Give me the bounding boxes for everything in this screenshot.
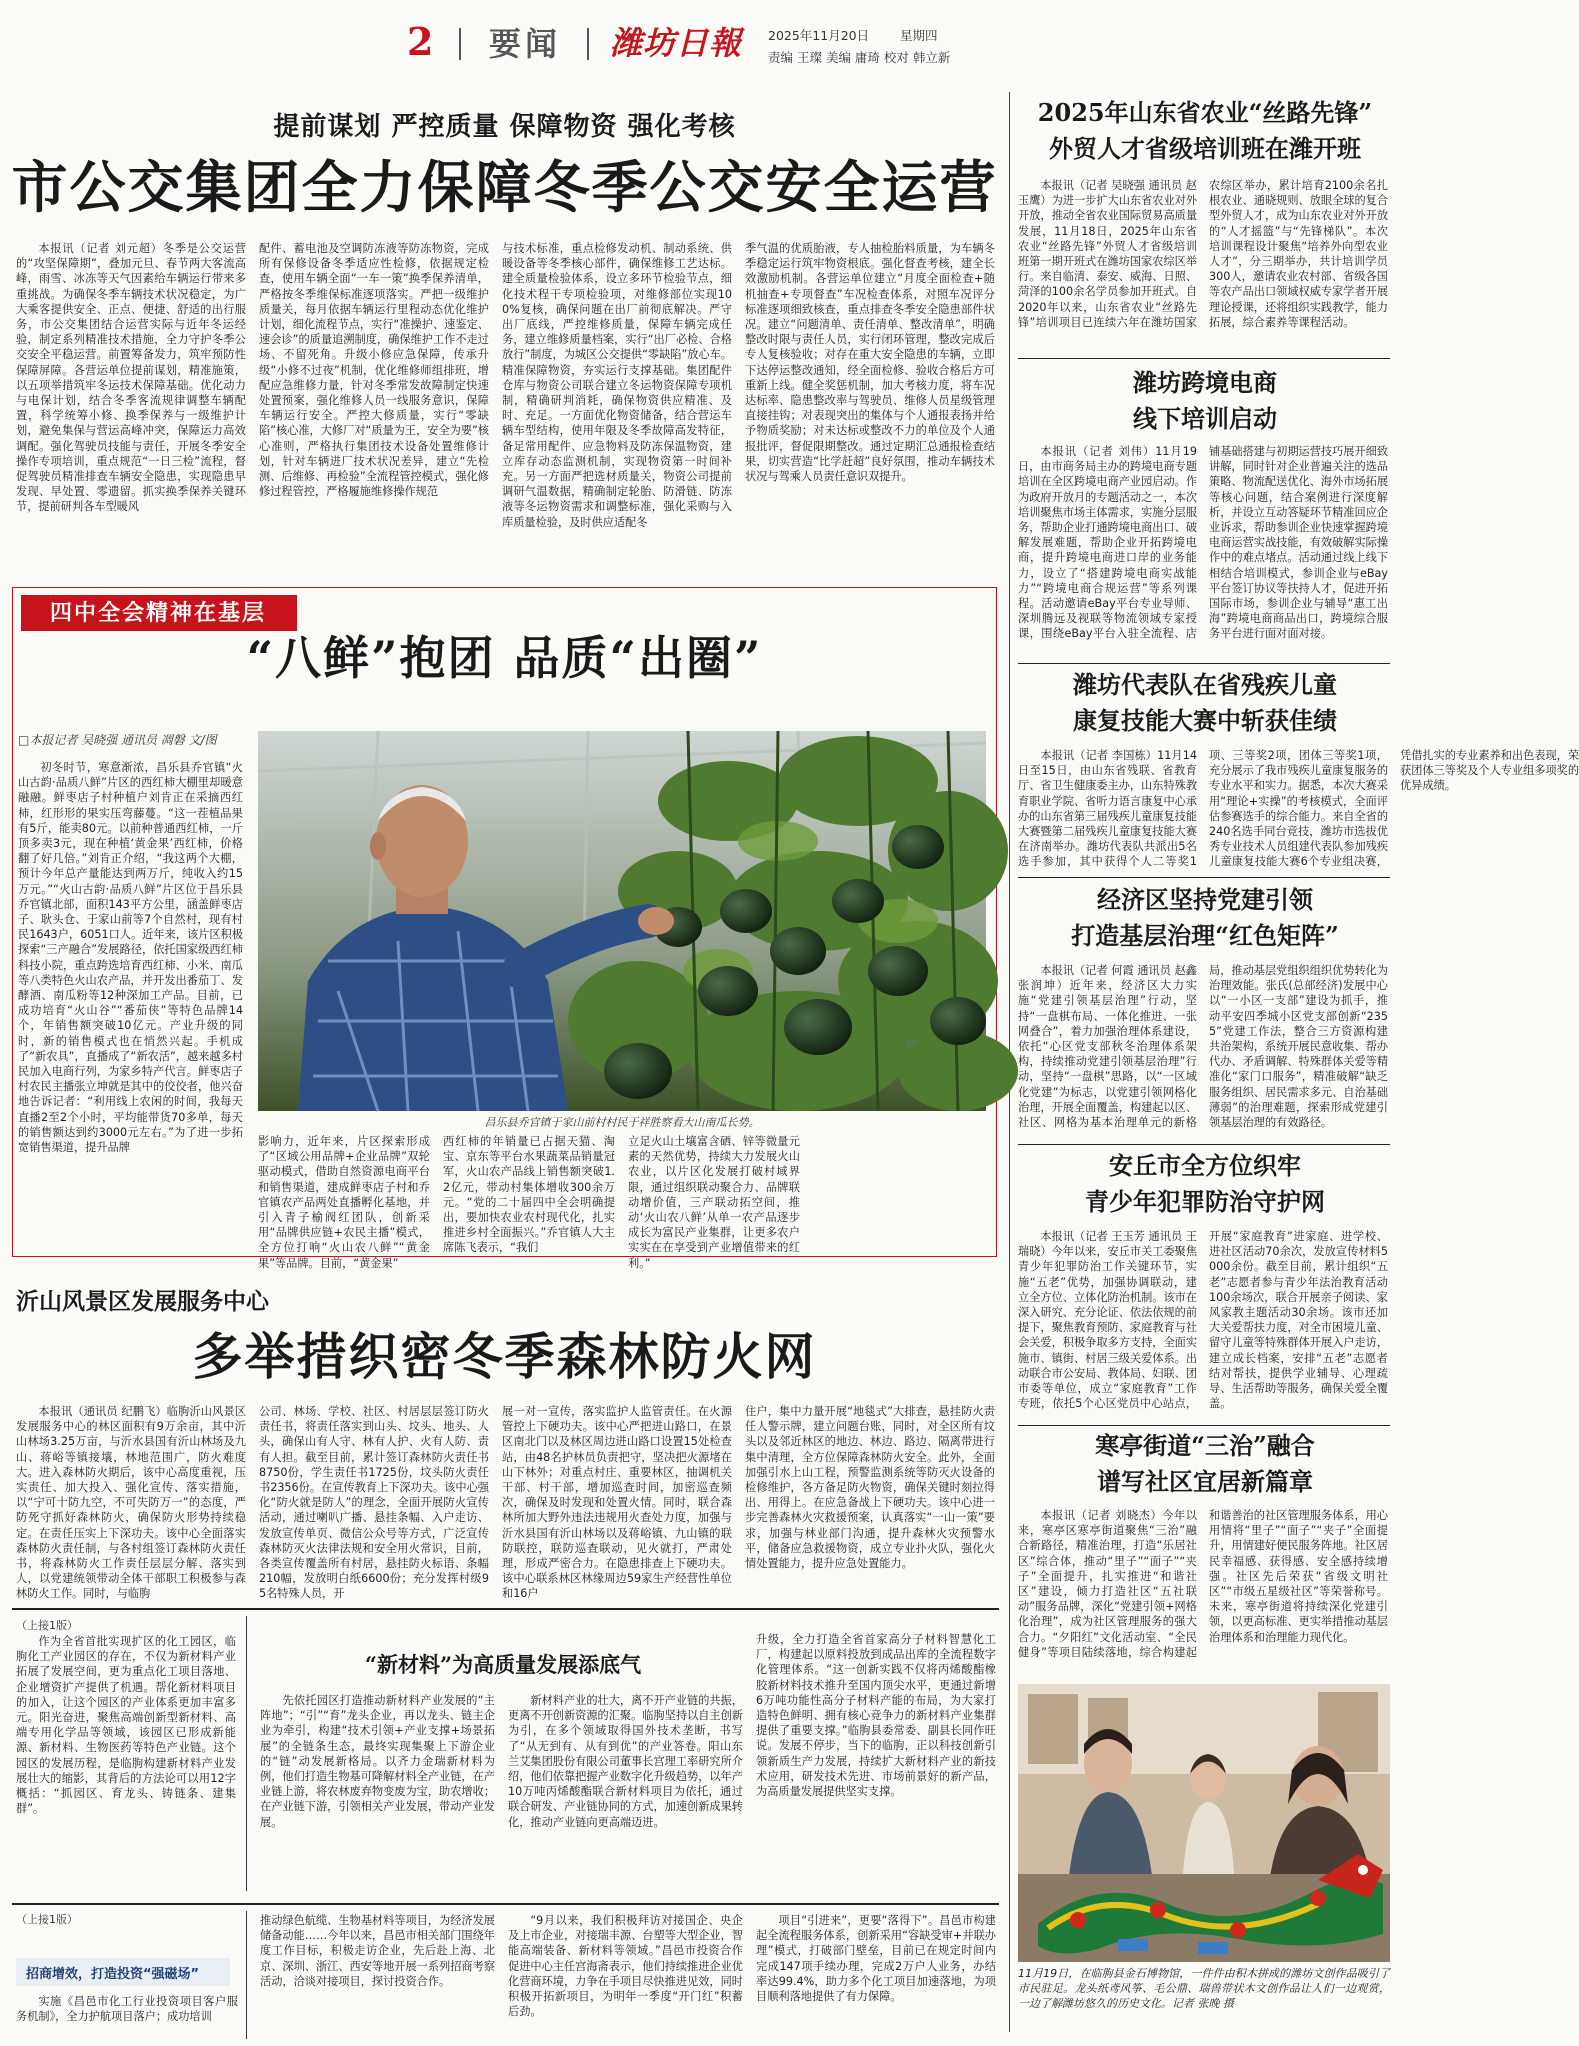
silk-body: 本报讯（记者 吴晓强 通讯员 赵玉鹰）为进一步扩大山东省农业对外开放，推动全省农业国际贸易高质量发展，11月18日，2025年山东省农业“丝路先锋”外贸人才省级培训班第一期开班式在潍坊国家农综区举行。来自临清、泰安、威海、日照、菏泽的100余名学员参加开班式。自2020年以来，山东省农业“丝路先锋”培训项目已连续六年在潍坊国家农综区举办，累计培育2100余名扎根农业、通晓规则、放眼全球的复合型外贸人才，成为山东农业对外开放的“人才摇篮”与“先锋梯队”。本次培训课程设计聚焦“培养外向型农业人才”，分三期举办，共计培训学员300人，邀请农业农村部、省级各国等农产品出口领域权威专家学者开展理论授课，还将组织实践教学，能力拓展，综合素养等课程活动。 (1018, 179, 1389, 329)
lead-column: 季气温的优质胎液，专人抽检胎料质量，为车辆冬季稳定运行筑牢物资根底。强化督查考核，建全长效激励机制。各营运单位建立“月度全面检查+随机抽查+专项督查”车况检查体系，对照车况评分标准逐项细致核查，重点排查冬季安全隐患部件状况。建立“问题清单、责任清单、整改清单”，明确整改时限与责任人员，实行闭环管理，整改完成后专人复核验收；对存在重大安全隐患的车辆，立即下达停运整改通知，经全面检修、验收合格后方可重新上线。健全奖惩机制，加大考核力度，将车况达标率、隐患整改率与驾驶员、维修人员星级管理直接挂钩；对表现突出的集体与个人通报表扬并给予物质奖励；对未达标或整改不力的单位及个人通报批评，督促限期整改。通过定期汇总通报检查结果，切实营造“比学赶超”良好氛围，推动车辆技术状况与驾乘人员责任意识双提升。 (745, 242, 995, 484)
section-rule (1018, 663, 1390, 664)
column-rule (246, 1616, 247, 1891)
feature-column: 立足火山土壤富含硒、锌等微量元素的天然优势，持续大力发展火山农业，以片区化发展打破村域界限，通过组织联动聚合力、品牌联动增价值，三产联动拓空间，推动‘火山农八鲜’从单一农产品逐步成长为富民产业集群，让更多农户实实在在享受到产业增值带来的红利。” (628, 1135, 800, 1270)
lego-photo-caption: 11月19日，在临朐县金石博物馆，一件件由积木拼成的潍坊文创作品吸引了市民驻足。龙头纸鸢风筝、毛公鼎、瑞兽带状木文创作品让人们一边观赏，一边了解潍坊悠久的历史文化。记者 张晚 摄 (1018, 1967, 1390, 2010)
community-headline: 寒亭街道“三治”融合 (1095, 1431, 1315, 1460)
masthead-divider-2 (587, 28, 589, 60)
lead-column: 与技术标准，重点检修发动机、制动系统、供暖设备等冬季核心部件，确保维修工艺达标。建全质量检验体系，设立多环节检验节点，细化技术程干专项检验项，对维修部位实现100%复核，确保问题在出厂前彻底解决。严守出厂底线，严控维修质量，保障车辆完成任务，建立维修质量档案，实行“出厂必检、合格放行”制度，为城区公交提供“零缺陷”放心车。精准保障物资，夯实运行支撑基础。集团配件仓库与物资公司联合建立冬运物资保障专项机制，精确研判消耗，确保物资供应精准、及时、充足。一方面优化物资储备，结合营运车辆车型结构，使用年限及冬季故障高发特征，备足常用配件、应急物料及防冻保温物资，建立库存动态监测机制，实现物资第一时间补充。另一方面严把选材质量关，物资公司提前调研气温数据，精确制定轮胎、防滑链、防冻液等冬运物资需求和调整标准，强化采购与入库质量检验，及时供应适配冬 (502, 242, 732, 529)
farmer-photo (258, 731, 986, 1111)
fire-column: 展一对一宣传，落实监护人监管责任。在火源管控上下硬功夫。该中心严把进山路口，在景区南北门以及林区周边进山路口设置15处检查站，由48名护林员负责把守，坚决把火源堵在山下林外；对重点村庄、重要林区，抽调机关干部、村干部，增加巡查时间，加密巡查频次，确保及时发现和处置火情。同时，联合森林所加大野外违法违规用火查处力度，加强与沂水县国有沂山林场以及蒋峪镇、九山镇的联防联控，联防巡查联动，见火就打，严肃处理，形成严密合力。在隐患排查上下硬功夫。该中心联系林区林缘周边59家生产经营性单位和16户 (502, 1405, 732, 1601)
youth-headline-2: 青少年犯罪防治守护网 (1085, 1187, 1325, 1216)
lead-kicker: 提前谋划 严控质量 保障物资 强化考核 (273, 112, 736, 142)
material-column: 新材料产业的壮大，离不开产业链的共振，更离不开创新资源的汇聚。临朐坚持以自主创新为引，在多个领域取得国外技术垄断，书写了“从无到有、从有到优”的产业答卷。阳山东兰艾集团股份有限公司董事长宫理工率研究所介绍，他们依靠把握产业数字化升级趋势，以年产10万吨丙烯酸酯联合新材料项目为依托，通过联合研发、产业链协同的方式，加速创新成果转化，推动产业链向更高端迈进。 (508, 1694, 743, 1829)
strip-column: 推动绿色航缆、生物基材料等项目，为经济发展储备动能……今年以来，昌邑市相关部门围绕年度工作目标，积极走访企业，先后赴上海、北京、深圳、浙江、西安等地开展一系列招商考察活动，洽谈对接项目，探讨投资合作。 (260, 1914, 495, 1988)
party-body: 本报讯（记者 何霞 通讯员 赵鑫 张润坤）近年来，经济区大力实施“党建引领基层治理”行动，坚持“一盘棋布局、一体化推进、一张网叠合”，着力加强治理体系建设，依托“心区党支部秋冬治理体系架构，持续推动党建引领基层治理”行动，坚持“一盘棋”思路，以“一区域化党建”为标志，以党建引领网格化治理，开展全面覆盖，构建起以区、社区、网格为基本治理单元的新格局，推动基层党组织组织优势转化为治理效能。张氏(总部经济)发展中心以“一小区一支部”建设为抓手，推动平安四季城小区党支部创新“2355”党建工作法，整合三方资源构建共治架构，系统开展民意收集、帮办代办、矛盾调解、特殊群体关爱等精准化“家门口服务”，精准破解“缺乏服务组织、居民需求多元、自治基础薄弱”的治理难题，探索形成党建引领基层治理的有效路径。 (1018, 964, 1389, 1130)
masthead (0, 0, 1401, 72)
strip-column: 实施《昌邑市化工行业投资项目客户服务机制》，全力护航项目落户；成功培训 (16, 1995, 238, 2024)
section-rule (1018, 877, 1390, 878)
issue-date: 2025年11月20日 (768, 28, 870, 43)
section-label: 要闻 (489, 25, 562, 63)
ecommerce-body: 本报讯（记者 刘伟）11月19日，由市商务局主办的跨境电商专题培训在全区跨境电商产业园启动。作为政府开放月的专题活动之一，本次培训聚焦市场主体需求，实施分层服务，帮助企业打通跨境电商出口、破解发展难题，帮助企业开拓跨境电商，提升跨境电商进口岸的业务能力，设立了“搭建跨境电商实战能力”“跨境电商合规运营”等系列课程。活动邀请eBay平台专业导师、深圳腾远及视联等物流领域专家授课，围绕eBay平台入驻全流程、店铺基础搭建与初期运营技巧展开细致讲解，同时针对企业普遍关注的选品策略、物流配送优化、海外市场拓展等核心问题，结合案例进行深度解析，并设立互动答疑环节精准回应企业诉求，帮助参训企业快速掌握跨境电商运营实战技能，有效破解实际操作中的难点堵点。活动通过线上线下相结合培训模式，参训企业与eBay平台签订协议等扶持人才，促进开拓国际市场，参训企业与辅导“惠工出海”跨境电商商品出口，跨境综合服务平台进行面对面对接。 (1018, 445, 1389, 641)
strip-column: “9月以来，我们积极拜访对接国企、央企及上市企业，对接瑞丰源、台塑等大型企业，智能高端装备、新材料等领域。”昌邑市投资合作促进中心主任宫海斋表示，他们持续推进企业优化营商环境，力争在手项目尽快推进见效，同时积极开拓新项目，为明年一季度“开门红”积蓄后劲。 (508, 1914, 743, 2019)
strip-column: 项目“引进来”，更要“落得下”。昌邑市构建起全流程服务体系，创新采用“容缺受审+并联办理”模式，打破部门壁垒，目前已在规定时间内完成147项手续办理，完成2万户人业务，办结率达99.4%，助力多个化工项目加速落地，为项目顺利落地提供了有力保障。 (756, 1914, 996, 2004)
photo-caption: 昌乐县乔官镇于家山前村村民于祥胜察看大山南瓜长势。 (484, 1116, 760, 1129)
column-rule (246, 1911, 247, 2039)
material-column: 升级，全力打造全省首家高分子材料智慧化工厂，构建起以原料投放到成品出库的全流程数字化管理体系。“这一创新实践不仅将丙烯酸酯橡胶新材料技术推升至国内顶尖水平，更通过新增6万吨功能性高分子材料产能的布局，为大家打造特色鲜明、拥有核心竞争力的新材料产业集群提供了重要支撑。”临朐县委常委、副县长同作旺说。发展不停步，当下的临朐，正以科技创新引领新质生产力发展，持续扩大新材料产业的新技术应用，研发技术先进、市场前景好的新产品，为高质量发展提供坚实支撑。 (756, 1633, 996, 1799)
material-continuation: （上接1版） (16, 1619, 78, 1632)
party-headline: 经济区坚持党建引领 (1097, 885, 1313, 914)
feature-column: 影响力，近年来，片区探索形成了“区域公用品牌+企业品牌”双轮驱动模式，借助自然资源电商平台和销售渠道，建成鲜枣店子村和乔官镇农产品两处直播孵化基地，并引入青子榆阀红团队，创新采用“品牌供应链+农民主播”模式，全方位打响“火山农八鲜”“黄金果”等品牌。目前，“黄金果” (258, 1135, 430, 1270)
rehab-headline-2: 康复技能大赛中斩获佳绩 (1073, 706, 1337, 735)
rehab-headline: 潍坊代表队在省残疾儿童 (1073, 670, 1337, 699)
masthead-divider (459, 28, 461, 60)
feature-column: 西红柿的年销量已占据天猫、淘宝、京东等平台水果蔬菜品销量冠军，火山农产品线上销售额突破1.2亿元，带动村集体增收300余万元。“党的二十届四中全会明确提出，要加快农业农村现代化，扎实推进乡村全面振兴。”乔官镇人大主席陈飞表示，“我们 (443, 1135, 615, 1255)
section-rule (1018, 1425, 1390, 1426)
feature-column: 初冬时节，寒意渐浓，昌乐县乔官镇“火山古韵·品质八鲜”片区的西红柿大棚里却暖意融融。鲜枣店子村种植户刘肯正在采摘西红柿，红形形的果实压弯藤蔓。“这一茬植品果有5斤，能卖80元。以前种普通西红柿，一斤顶多卖3元，现在种植‘黄金果’西红柿，价格翻了好几倍。”刘肯正介绍，“我这两个大棚，预计今年总产量能达到两万斤，纯收入约15万元。”“火山古韵·品质八鲜”片区位于昌乐县乔官镇北部，面积143平方公里，涵盖鲜枣店子、耿头仓、于家山前等7个自然村，现有村民1643户，6051口人。近年来，该片区积极探索“三产融合”发展路径，依托国家级西红柿科技小院，重点跨选培育西红柿、小米、南瓜等八类特色火山农产品，并开发出番茄丁、发酵酒、南瓜粉等12种深加工产品。目前，已成功培育“火山谷”“番茄侠”等特色品牌14个，年销售额突破10亿元。产业升级的同时，新的销售模式也在悄然兴起。手机成了“新农具”，直播成了“新农活”，越来越多村民加入电商行列，为家乡特产代言。鲜枣店子村农民主播张立坤就是其中的佼佼者，他兴奋地告诉记者：“利用线上农闲的时间，我每天直播2至2个小时，平均能带货70多单，每天的销售额达到约3000元左右。”为了进一步拓宽销售渠道，提升品牌 (18, 761, 243, 1155)
page-number: 2 (407, 19, 434, 64)
material-column: 作为全省首批实现扩区的化工园区，临朐化工产业园区的存在，不仅为新材料产业拓展了发展空间，更为重点化工项目落地、企业增资扩产提供了机遇。帮化新材料项目的加入，让这个园区的产业体系更加丰富多元。阳光奋进，聚焦高端创新型新材料、高端专用化学品等领域，该园区已形成新能源、新材料、生物医药等特色产业链。这个园区的发展历程，是临朐构建新材料产业发展壮大的缩影，其背后的方法论可以用12字概括：“抓园区、育龙头、铸链条、建集群”。 (16, 1635, 236, 1816)
lead-column: 本报讯（记者 刘元超）冬季是公交运营的“攻坚保障期”，叠加元旦、春节两大客流高峰，雨雪、冰冻等天气因素给车辆运行带来多重挑战。为确保冬季车辆技术状况稳定，为广大乘客提供安全、正点、便捷、舒适的出行服务，市公交集团结合运营实际与近年冬运经验，制定系列精准技术措施，全力守护冬季公交安全平稳运营。前置筹备发力，筑牢预防性保障屏障。各营运单位提前谋划，精准施策，以五项举措筑牢冬运技术保障基础。优化动力与电保计划，结合冬季客流规律调整车辆配置，科学统筹小修、换季保养与一级维护计划，避免集保与营运高峰冲突，保障运力高效调配。强化驾驶员技能与责任，开展冬季安全操作专项培训，重点规范“一日三检”流程，督促驾驶员精准排查车辆安全隐患，实现隐患早发现、早处置、零遗留。抓实换季保养关键环节，提前研判各车型暖风 (16, 242, 246, 514)
feature-headline: “八鲜”抱团 品质“出圈” (246, 631, 763, 685)
newspaper-logo: 潍坊日報 (610, 24, 743, 62)
fire-column: 住户，集中力量开展“地毯式”大排查，悬挂防火责任人警示牌，建立问题台账，同时，对全区所有坟头以及邻近林区的地边、林边、路边、隔离带进行集中清理，全方位保障森林防火安全。此外，全面加强引水上山工程，预警监测系统等防灭火设备的检修维护，各方备足防火物资，确保关键时刻拉得出、用得上。在应急备战上下硬功夫。该中心进一步完善森林火灾救援预案，认真落实“一山一策”要求，加强与林业部门沟通，提升森林火灾预警水平，储备应急救援物资，成立专业扑火队，强化火情处置能力，提升应急处置能力。 (745, 1405, 995, 1571)
fire-kicker: 沂山风景区发展服务中心 (16, 1288, 269, 1315)
youth-body: 本报讯（记者 王玉芳 通讯员 王瑞晓）今年以来，安丘市关工委聚焦青少年犯罪防治工作关键环节，实施“五老”优势，加强协调联动，建立全方位、立体化防治机制。该市在深入研究、充分论证、依法依规的前提下，聚焦教育预防、家庭教育与社会关爱，积极争取多方支持，全面实施市、镇街、村居三级关爱体系。出动联合市公安局、教体局、妇联、团市委等单位，成立“家庭教育”工作专班，依托5个心区党员中心站点，开展“家庭教育”进家庭、进学校、进社区活动70余次，发放宣传材料5000余份。截至目前，累计组织“五老”志愿者参与青少年法治教育活动100余场次，联合开展亲子阅读、家风家教主题活动30余场。该市还加大关爱帮扶力度，对全市困境儿童、留守儿童等特殊群体开展入户走访，建立成长档案，安排“五老”志愿者结对帮扶，提供学业辅导、心理疏导、生活帮助等服务，确保关爱全覆盖。 (1018, 1230, 1389, 1411)
fire-column: 本报讯（通讯员 纪鹏飞）临朐沂山风景区发展服务中心的林区面积有9万余亩，其中沂山林场3.25万亩，与沂水县国有沂山林场及九山、蒋峪等镇接壤，林地范围广，防火难度大。进入森林防火期后，该中心高度重视，压实责任、加大投入、强化宣传、落实措施，以“宁可十防九空，不可失防万一”的态度，严防死守抓好森林防火，确保防火形势持续稳定。在责任压实上下深功夫。该中心全面落实森林防火责任制，与各村组签订森林防火责任书，将森林防火工作责任层层分解、落实到人，以党建统领带动全体干部职工积极参与森林防火工作。同时，与临朐 (16, 1405, 246, 1601)
section-rule (1018, 358, 1390, 359)
community-body: 本报讯（记者 刘晓杰）今年以来，寒亭区寒亭街道聚焦“三治”融合新路径，精准治理，打造“乐居社区”综合体，推动“里子”“面子”“夹子”全面提升，扎实推进“和谐社区”建设，倾力打造社区“五社联动”服务品牌，深化“党建引领+网格化治理”，成为社区管理服务的强大合力。“夕阳红”文化活动室、“全民健身”等项目陆续落地，综合构建起和谐善治的社区管理服务体系，用心用情将“里子”“面子”“夹子”全面提升，用情建好便民服务阵地。社区居民幸福感、获得感、安全感持续增强。社区先后荣获“省级文明社区”“市级五星级社区”等荣誉称号。未来，寒亭街道将持续深化党建引领，以更高标准、更实举措推动基层治理体系和治理能力现代化。 (1018, 1509, 1389, 1659)
lego-photo (1018, 1684, 1390, 1962)
fire-headline: 多举措织密冬季森林防火网 (192, 1327, 817, 1386)
material-column: 先依托园区打造推动新材料产业发展的“主阵地”；“引”“育”龙头企业，再以龙头、链主企业为牵引，构建“技术引领+产业支撑+场景拓展”的全链条生态，最终实现集聚上下游企业的“链”动发展新格局。以齐力金瑞新材料为例，他们打造生物基可降解材料全产业链，在产业链上游，将农林废弃物变废为宝，助农增收；在产业链下游，引领相关产业发展，带动产业发展。 (260, 1694, 495, 1829)
silk-headline-2: 外贸人才省级培训班在潍开班 (1049, 134, 1361, 163)
editor-credits: 责编 王璨 美编 庸琦 校对 韩立新 (768, 50, 951, 65)
issue-weekday: 星期四 (900, 28, 938, 43)
youth-headline: 安丘市全方位织牢 (1109, 1151, 1301, 1180)
ecommerce-headline: 潍坊跨境电商 (1133, 368, 1277, 397)
lead-headline: 市公交集团全力保障冬季公交安全运营 (11, 155, 998, 221)
material-headline: “新材料”为高质量发展添底气 (364, 1652, 642, 1677)
rehab-body: 本报讯（记者 李国栋）11月14日至15日，由山东省残联、省教育厅、省卫生健康委主办，山东特殊教育职业学院、省听力语言康复中心承办的山东省第三届残疾儿童康复技能大赛暨第二届残疾儿童康复技能大赛在济南举办。潍坊代表队共派出5名选手参加，其中获得个人二等奖1项、三等奖2项，团体三等奖1项，充分展示了我市残疾儿童康复服务的专业水平和实力。据悉，本次大赛采用“理论+实操”的考核模式，全面评估参赛选手的综合能力。来自全省的240名选手同台竞技，潍坊市选拔优秀专业技术人员组建代表队参加残疾儿童康复技能大赛6个专业组决赛，凭借扎实的专业素养和出色表现，荣获团体三等奖及个人专业组多项奖的优异成绩。 (1018, 749, 1579, 869)
section-rule (12, 1903, 999, 1905)
feature-banner-label: 四中全会精神在基层 (50, 600, 267, 626)
ecommerce-headline-2: 线下培训启动 (1133, 404, 1277, 433)
lead-column: 配件、蓄电池及空调防冻液等防冻物资，完成所有保修设备冬季适应性检修，依据规定检查，使用车辆全面“一车一策”换季保养清单，严格按冬季维保标准逐项落实。严把一级维护质量关，每月依据车辆运行里程动态优化维护计划，细化流程节点，实行“准操护、速鉴定、速会诊”的质量追溯制度，确保维护工作不走过场、不留死角。升级小修应急保障，传承升级“小修不过夜”机制，优化维修师组排班，增配应急维修力量，针对冬季常发故障制定快速处置预案，强化维修人员一线服务意识，保障车辆运行安全。严控大修质量，实行“零缺陷”核心准，大修厂对“质量为王，安全为要”核心准则，严格执行集团技术设备处置维修计划，针对车辆进厂技术状况差异，建立“先检测、后维修、再检验”全流程管控模式，强化修修过程管控，严格履施维修操作规范 (259, 242, 489, 499)
feature-byline: □本报记者 吴晓强 通讯员 凋磐 文/图 (18, 733, 217, 747)
strip-continuation: （上接1版） (16, 1913, 78, 1926)
section-rule (12, 1608, 999, 1610)
section-rule (1018, 1144, 1390, 1145)
party-headline-2: 打造基层治理“红色矩阵” (1071, 921, 1339, 950)
silk-headline: 2025年山东省农业“丝路先锋” (1037, 98, 1373, 127)
strip-highlight: 招商增效，打造投资“强磁场” (26, 1967, 200, 1982)
fire-column: 公司、林场、学校、社区、村居层层签订防火责任书，将责任落实到山头、坟头、地头、人头，确保山有人守、林有人护、火有人防、责有人担。截至目前，累计签订森林防火责任书8750份，学生责任书1725份，坟头防火责任书2356份。在宣传教育上下深功夫。该中心强化“防火就是防人”的理念，全面开展防火宣传活动，通过喇叭广播、悬挂条幅、入户走访、发放宣传单页、微信公众号等方式，广泛宣传森林防灭火法律法规和安全用火常识，目前，各类宣传覆盖所有村居，悬挂防火标语、条幅210幅，发放明白纸6600份；充分发挥村级95名特殊人员，开 (259, 1405, 489, 1601)
community-headline-2: 谱写社区宜居新篇章 (1097, 1467, 1313, 1496)
